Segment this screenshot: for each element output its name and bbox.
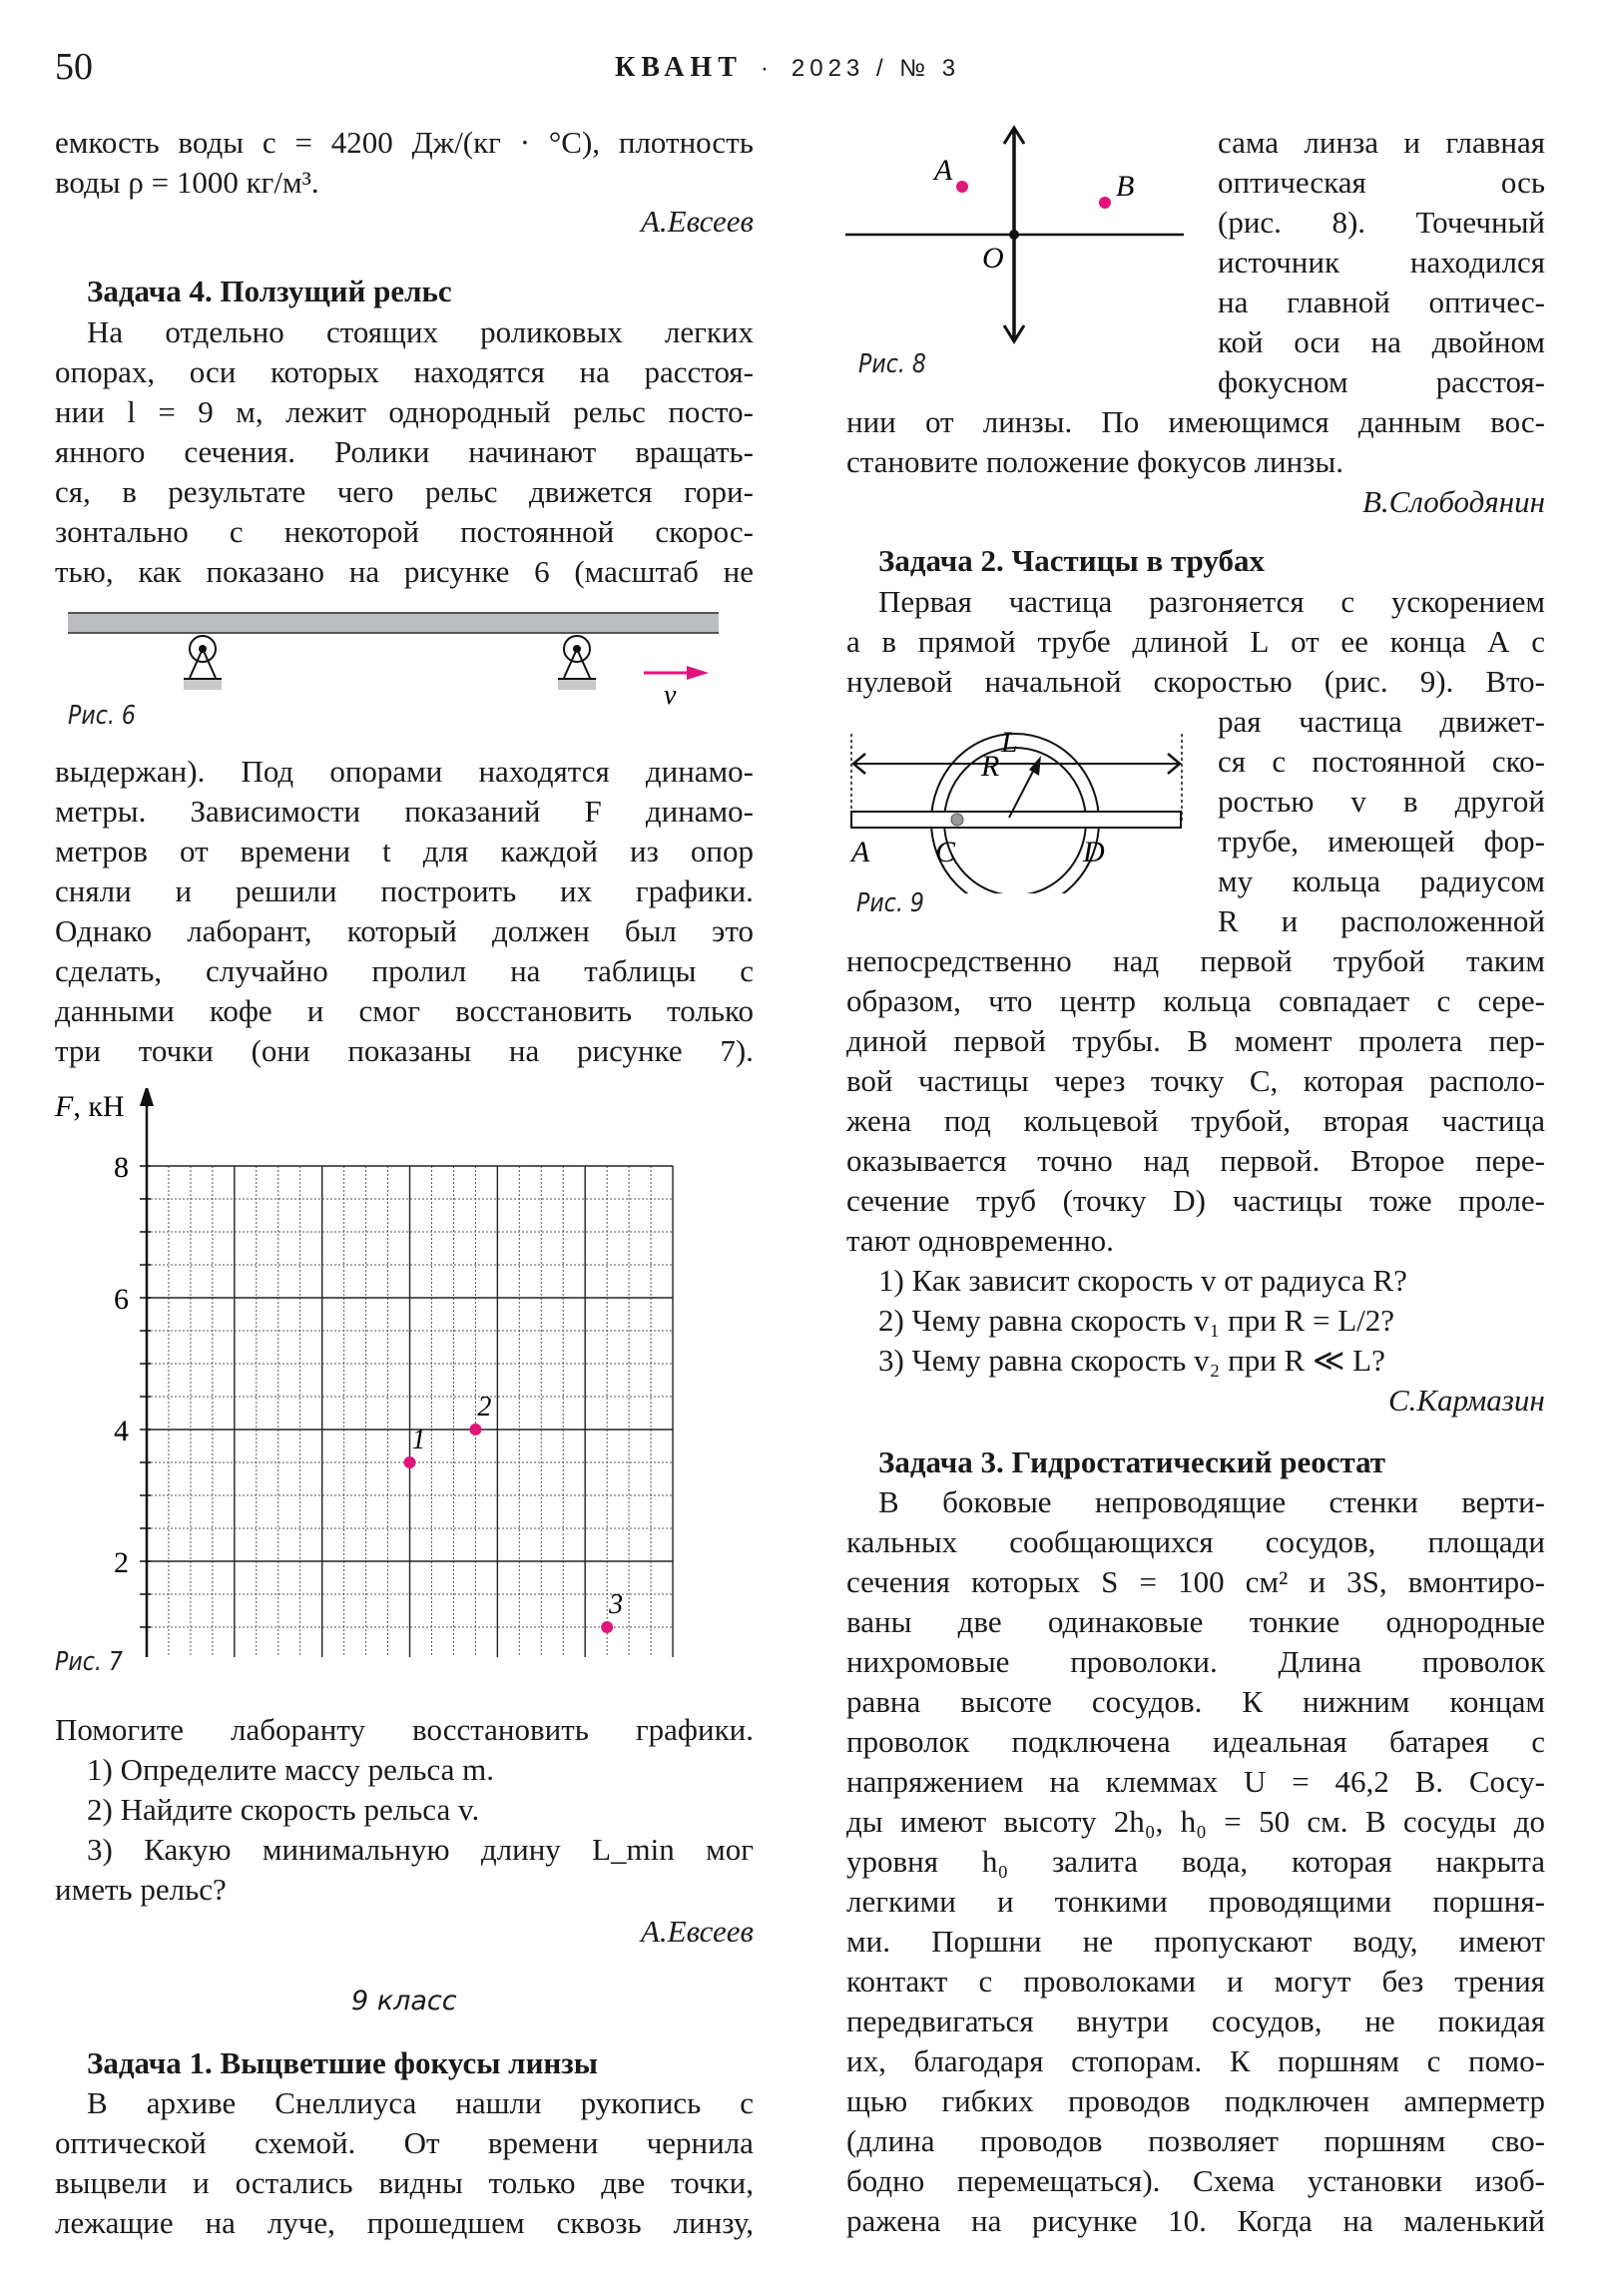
text-line: нихромовые проволоки. Длина проволок (846, 1644, 1545, 1679)
svg-text:6: 6 (114, 1283, 129, 1316)
text-line: жена под кольцевой трубой, вторая частица (846, 1103, 1545, 1138)
text-line: три точки (они показаны на рисунке 7). (55, 1033, 754, 1068)
text-line: выдержан). Под опорами находятся динамо- (55, 754, 754, 789)
svg-text:A: A (851, 836, 870, 868)
figure-8-caption: Рис. 8 (858, 349, 926, 379)
text-line: равна высоте сосудов. К нижним концам (846, 1684, 1545, 1719)
text-line: (длина проводов позволяет поршням сво- (846, 2123, 1545, 2158)
figure-8-lens-diagram (838, 100, 1198, 359)
svg-text:4: 4 (114, 1415, 129, 1447)
text-line: проволок подключена идеальная батарея с (846, 1724, 1545, 1759)
svg-text:3: 3 (609, 1589, 624, 1620)
text-line: фокусном расстоя- (1218, 364, 1545, 399)
figure-7-caption: Рис. 7 (55, 1647, 123, 1677)
text-line: воды ρ = 1000 кг/м³. (55, 165, 319, 200)
text-line: сечение труб (точку D) частицы тоже проле- (846, 1183, 1545, 1218)
text-line: непосредственно над первой трубой таким (846, 943, 1545, 978)
text-line: источник находился (1218, 245, 1545, 280)
roller-support-right-icon (558, 636, 596, 690)
text-line: янного сечения. Ролики начинают вращать- (55, 434, 754, 469)
running-header (615, 48, 960, 88)
grade-heading: 9 класс (351, 1986, 457, 2016)
text-line: опорах, оси которых находятся на расстоя- (55, 354, 754, 389)
author: А.Евсеев (641, 1914, 754, 1949)
svg-text:8: 8 (114, 1151, 129, 1184)
text-line: ды имеют высоту 2h₀, h₀ = 50 см. В сосуды до (846, 1804, 1545, 1839)
journal-title: КВАНТ (615, 52, 743, 83)
svg-text:D: D (1083, 836, 1105, 868)
svg-text:F, кН: F, кН (55, 1090, 125, 1123)
text-line: вой частицы через точку C, которая располо- (846, 1063, 1545, 1098)
text-line: ся с постоянной ско- (1218, 744, 1545, 779)
text-line: на главной оптичес- (1218, 285, 1545, 319)
author: А.Евсеев (641, 204, 754, 239)
particle-icon (951, 814, 963, 826)
text-line: сечения которых S = 100 см² и 3S, вмонтиро- (846, 1564, 1545, 1599)
problem-title: Задача 4. Ползущий рельс (87, 274, 452, 308)
text-line: нулевой начальной скоростью (рис. 9). Вто- (846, 664, 1545, 699)
svg-text:2: 2 (114, 1546, 129, 1579)
text-line: образом, что центр кольца совпадает с сере- (846, 983, 1545, 1018)
header-separator: · (760, 55, 774, 82)
problem-title: Задача 3. Гидростатический реостат (878, 1444, 1386, 1479)
data-point-3 (601, 1621, 613, 1633)
text-line: ваны две одинаковые тонкие однородные (846, 1604, 1545, 1639)
figure-9-caption: Рис. 9 (856, 888, 924, 918)
problem-title: Задача 1. Выцветшие фокусы линзы (87, 2045, 598, 2080)
text-line: му кольца радиусом (1218, 863, 1545, 898)
text-line: Помогите лаборанту восстановить графики. (55, 1712, 754, 1747)
question: 1) Как зависит скорость v от радиуса R? (878, 1263, 1407, 1298)
text-line: тью, как показано на рисунке 6 (масштаб не (55, 554, 754, 589)
roller-support-left-icon (184, 636, 222, 690)
text-line: Однако лаборант, который должен был это (55, 913, 754, 948)
problem-title: Задача 2. Частицы в трубах (878, 543, 1265, 578)
text-line: оптическая ось (1218, 165, 1545, 200)
velocity-arrow-icon (644, 666, 709, 680)
author: С.Кармазин (1388, 1383, 1545, 1418)
velocity-label: v (664, 680, 677, 711)
text-line: данными кофе и смог восстановить только (55, 993, 754, 1028)
page-number: 50 (55, 46, 93, 88)
figure-7-chart (40, 1088, 759, 1657)
author: В.Слободянин (1362, 484, 1545, 519)
issue-number: 2023 / № 3 (791, 55, 961, 82)
text-line: оказывается точно над первой. Второе пере- (846, 1143, 1545, 1178)
text-line: сделать, случайно пролил на таблицы с (55, 953, 754, 988)
text-line: a в прямой трубе длиной L от ее конца A с (846, 624, 1545, 659)
text-line: ражена на рисунке 10. Когда на маленький (846, 2203, 1545, 2238)
svg-text:L: L (1001, 726, 1018, 759)
text-line: передвигаться внутри сосудов, не покидая (846, 2004, 1545, 2038)
text-line: тают одновременно. (846, 1223, 1114, 1258)
point-b-icon (1099, 197, 1111, 209)
text-line: щью гибких проводов подключен амперметр (846, 2083, 1545, 2118)
text-line: трубе, имеющей фор- (1218, 824, 1545, 859)
figure-6-rail-diagram (60, 604, 759, 714)
text-line: легкими и тонкими проводящими поршня- (846, 1884, 1545, 1919)
text-line: становите положение фокусов линзы. (846, 444, 1343, 479)
text-line: кальных сообщающихся сосудов, площади (846, 1524, 1545, 1559)
text-line: Первая частица разгоняется с ускорением (878, 584, 1545, 619)
text-line: оптической схемой. От времени чернила (55, 2125, 754, 2160)
text-line: (рис. 8). Точечный (1218, 205, 1545, 240)
text-line: ся, в результате чего рельс движется гори- (55, 474, 754, 509)
text-line: В архиве Снеллиуса нашли рукопись с (87, 2085, 754, 2120)
question: 3) Какую минимальную длину L_min мог (87, 1832, 754, 1867)
question: 2) Найдите скорость рельса v. (87, 1792, 480, 1827)
text-line: кой оси на двойном (1218, 324, 1545, 359)
text-line: выцвели и остались видны только две точки, (55, 2165, 754, 2200)
figure-6-caption: Рис. 6 (68, 701, 136, 731)
data-point-2 (469, 1424, 481, 1435)
question: 1) Определите массу рельса m. (87, 1752, 494, 1787)
text-line: нии l = 9 м, лежит однородный рельс посто- (55, 394, 754, 429)
text-line: рая частица движет- (1218, 704, 1545, 739)
text-line: ростью v в другой (1218, 784, 1545, 819)
text-line: диной первой трубы. В момент пролета пер- (846, 1023, 1545, 1058)
svg-text:B: B (1116, 170, 1135, 203)
question: 2) Чему равна скорость v₁ при R = L/2? (878, 1303, 1395, 1338)
text-line: R и расположенной (1218, 903, 1545, 938)
svg-text:R: R (981, 750, 1000, 783)
text-line: емкость воды c = 4200 Дж/(кг · °C), плотность (55, 125, 754, 160)
text-line: сняли и решили построить их графики. (55, 873, 754, 908)
svg-text:A: A (934, 154, 953, 187)
svg-text:C: C (935, 836, 956, 868)
point-a-icon (956, 181, 968, 193)
figure-9-tubes-diagram (843, 714, 1203, 893)
question: 3) Чему равна скорость v₂ при R ≪ L? (878, 1343, 1385, 1378)
text-line: На отдельно стоящих роликовых легких (87, 314, 754, 349)
svg-text:2: 2 (477, 1392, 492, 1423)
question: иметь рельс? (55, 1872, 227, 1907)
data-point-1 (404, 1456, 416, 1468)
svg-text:1: 1 (411, 1425, 426, 1455)
text-line: сама линза и главная (1218, 125, 1545, 160)
text-line: метры. Зависимости показаний F динамо- (55, 794, 754, 829)
text-line: нии от линзы. По имеющимся данным вос- (846, 404, 1545, 439)
text-line: напряжением на клеммах U = 46,2 В. Сосу- (846, 1764, 1545, 1799)
text-line: бодно перемещаться). Схема установки изоб- (846, 2163, 1545, 2198)
text-line: их, благодаря стопорам. К поршням с помо- (846, 2043, 1545, 2078)
text-line: метров от времени t для каждой из опор (55, 834, 754, 868)
text-line: лежащие на луче, прошедшем сквозь линзу, (55, 2205, 754, 2240)
text-line: контакт с проволоками и могут без трения (846, 1964, 1545, 1999)
text-line: В боковые непроводящие стенки верти- (878, 1484, 1545, 1519)
text-line: зонтально с некоторой постоянной скорос- (55, 514, 754, 549)
text-line: ми. Поршни не пропускают воду, имеют (846, 1924, 1545, 1959)
text-line: уровня h₀ залита вода, которая накрыта (846, 1844, 1545, 1879)
svg-text:O: O (982, 242, 1004, 275)
